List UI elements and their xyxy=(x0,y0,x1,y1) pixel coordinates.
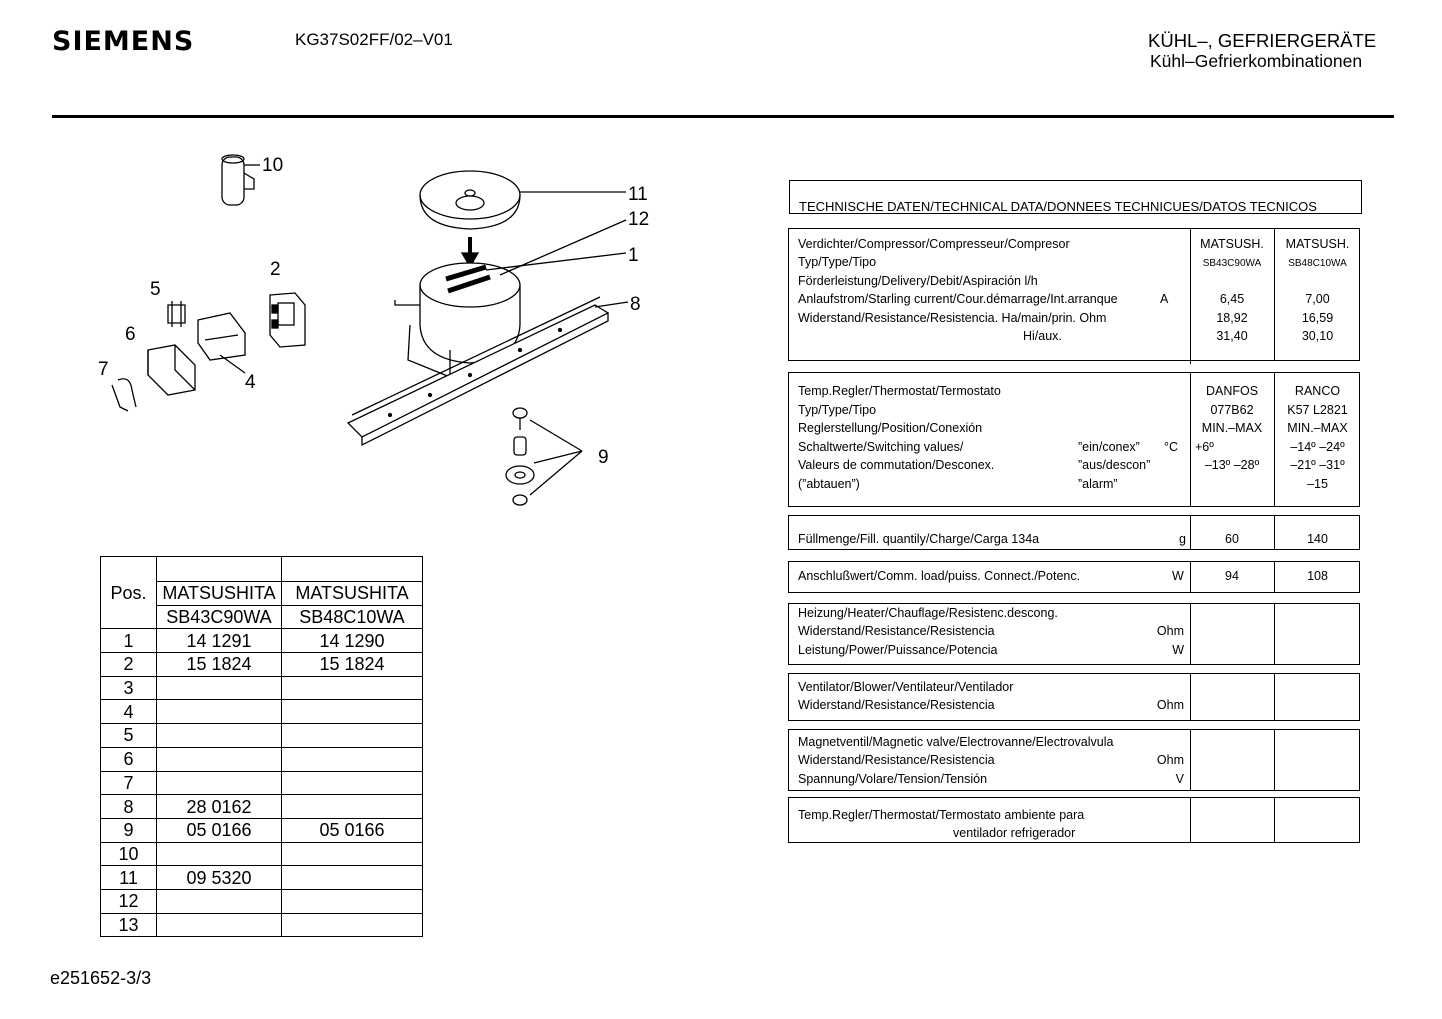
table-row: 8 28 0162 xyxy=(101,795,423,819)
col1-maker: MATSUSHITA xyxy=(157,582,282,606)
connected-load-box: Anschlußwert/Comm. load/puiss. Connect./Potenc. W 94 108 xyxy=(788,561,1360,593)
magnetic-valve-box: Magnetventil/Magnetic valve/Electrovanne/Electrovalvula Widerstand/Resistance/Resistencia Ohm Spannung/Volare/Tension/Tensión V xyxy=(788,729,1360,791)
table-row: 9 05 0166 05 0166 xyxy=(101,818,423,842)
label-11: 11 xyxy=(628,184,648,205)
tech-data-title-box xyxy=(789,180,1362,214)
table-row: 10 xyxy=(101,842,423,866)
heater-box: Heizung/Heater/Chauflage/Resistenc.descong. Widerstand/Resistance/Resistencia Ohm Leistung/Power/Puissance/Potencia W xyxy=(788,603,1360,665)
label-1: 1 xyxy=(628,245,639,266)
part-6-terminal-cover xyxy=(148,345,195,395)
exploded-parts-diagram xyxy=(90,145,660,520)
col2-type: SB48C10WA xyxy=(282,605,423,629)
col2-maker: MATSUSHITA xyxy=(282,582,423,606)
category-subtitle: Kühl–Gefrierkombinationen xyxy=(1150,51,1363,71)
table-row: 6 xyxy=(101,747,423,771)
label-4: 4 xyxy=(245,372,256,393)
thermostat-box: Temp.Regler/Thermostat/Termostato Typ/Type/Tipo Reglerstellung/Position/Conexión Schaltwerte/Switching values/ ”ein/conex” °C Valeurs de commutation/Desconex. ”aus/descon” (”abtauen”) ”alarm” DANFOS RANCO 077B62 K57 L2821 MIN.–MAX MIN.–MAX +6º –14º –24º –13º –28º –21º –31º –15 xyxy=(788,372,1360,507)
table-row: 3 xyxy=(101,676,423,700)
label-8: 8 xyxy=(630,294,641,315)
table-row: 1 14 1291 14 1290 xyxy=(101,629,423,653)
parts-table xyxy=(100,556,423,937)
label-6: 6 xyxy=(125,324,136,345)
label-5: 5 xyxy=(150,279,161,300)
model-number: KG37S02FF/02–V01 xyxy=(295,30,453,49)
table-row: 7 xyxy=(101,771,423,795)
blower-box: Ventilator/Blower/Ventilateur/Ventilador Widerstand/Resistance/Resistencia Ohm xyxy=(788,673,1360,721)
ambient-thermostat-box: Temp.Regler/Thermostat/Termostato ambiente para ventilador refrigerador xyxy=(788,797,1360,843)
table-row: 4 xyxy=(101,700,423,724)
tech-data-title: TECHNISCHE DATEN/TECHNICAL DATA/DONNEES TECHNICUES/DATOS TECNICOS xyxy=(799,199,1317,214)
label-9: 9 xyxy=(598,447,609,468)
part-9-mounting-set xyxy=(506,408,582,505)
table-row: 12 xyxy=(101,889,423,913)
brand-logo: SIEMENS xyxy=(52,26,195,57)
part-7-wire-clip xyxy=(112,379,136,411)
part-2-relay xyxy=(270,293,305,347)
col1-type: SB43C90WA xyxy=(157,605,282,629)
compressor-box: Verdichter/Compressor/Compresseur/Compresor Typ/Type/Tipo Förderleistung/Delivery/Debit/Aspiración l/h Anlaufstrom/Starling current/Cour.démarrage/Int.arranque A Widerstand/Resistance/Resistencia. Ha/main/prin. Ohm Hi/aux. MATSUSH. MATSUSH. SB43C90WA SB48C10WA 6,45 7,00 18,92 16,59 31,40 30,10 xyxy=(788,228,1360,361)
fill-quantity-box: Füllmenge/Fill. quantily/Charge/Carga 134a g 60 140 xyxy=(788,515,1360,550)
table-row: 5 xyxy=(101,724,423,748)
table-row: 11 09 5320 xyxy=(101,866,423,890)
label-10: 10 xyxy=(262,155,284,176)
part-8-baseplate xyxy=(348,297,628,445)
table-row: 13 xyxy=(101,913,423,937)
label-2: 2 xyxy=(270,259,281,280)
label-7: 7 xyxy=(98,359,109,380)
label-12: 12 xyxy=(628,209,650,230)
pos-header: Pos. xyxy=(101,557,157,629)
part-4-overload xyxy=(198,313,245,373)
part-11-cover xyxy=(420,171,626,229)
category-title: KÜHL–, GEFRIERGERÄTE xyxy=(1148,30,1377,51)
part-10-capacitor xyxy=(222,155,260,205)
part-5-clip xyxy=(168,301,185,327)
document-code: e251652-3/3 xyxy=(50,968,152,988)
header-rule xyxy=(52,115,1394,118)
table-row: 2 15 1824 15 1824 xyxy=(101,653,423,677)
